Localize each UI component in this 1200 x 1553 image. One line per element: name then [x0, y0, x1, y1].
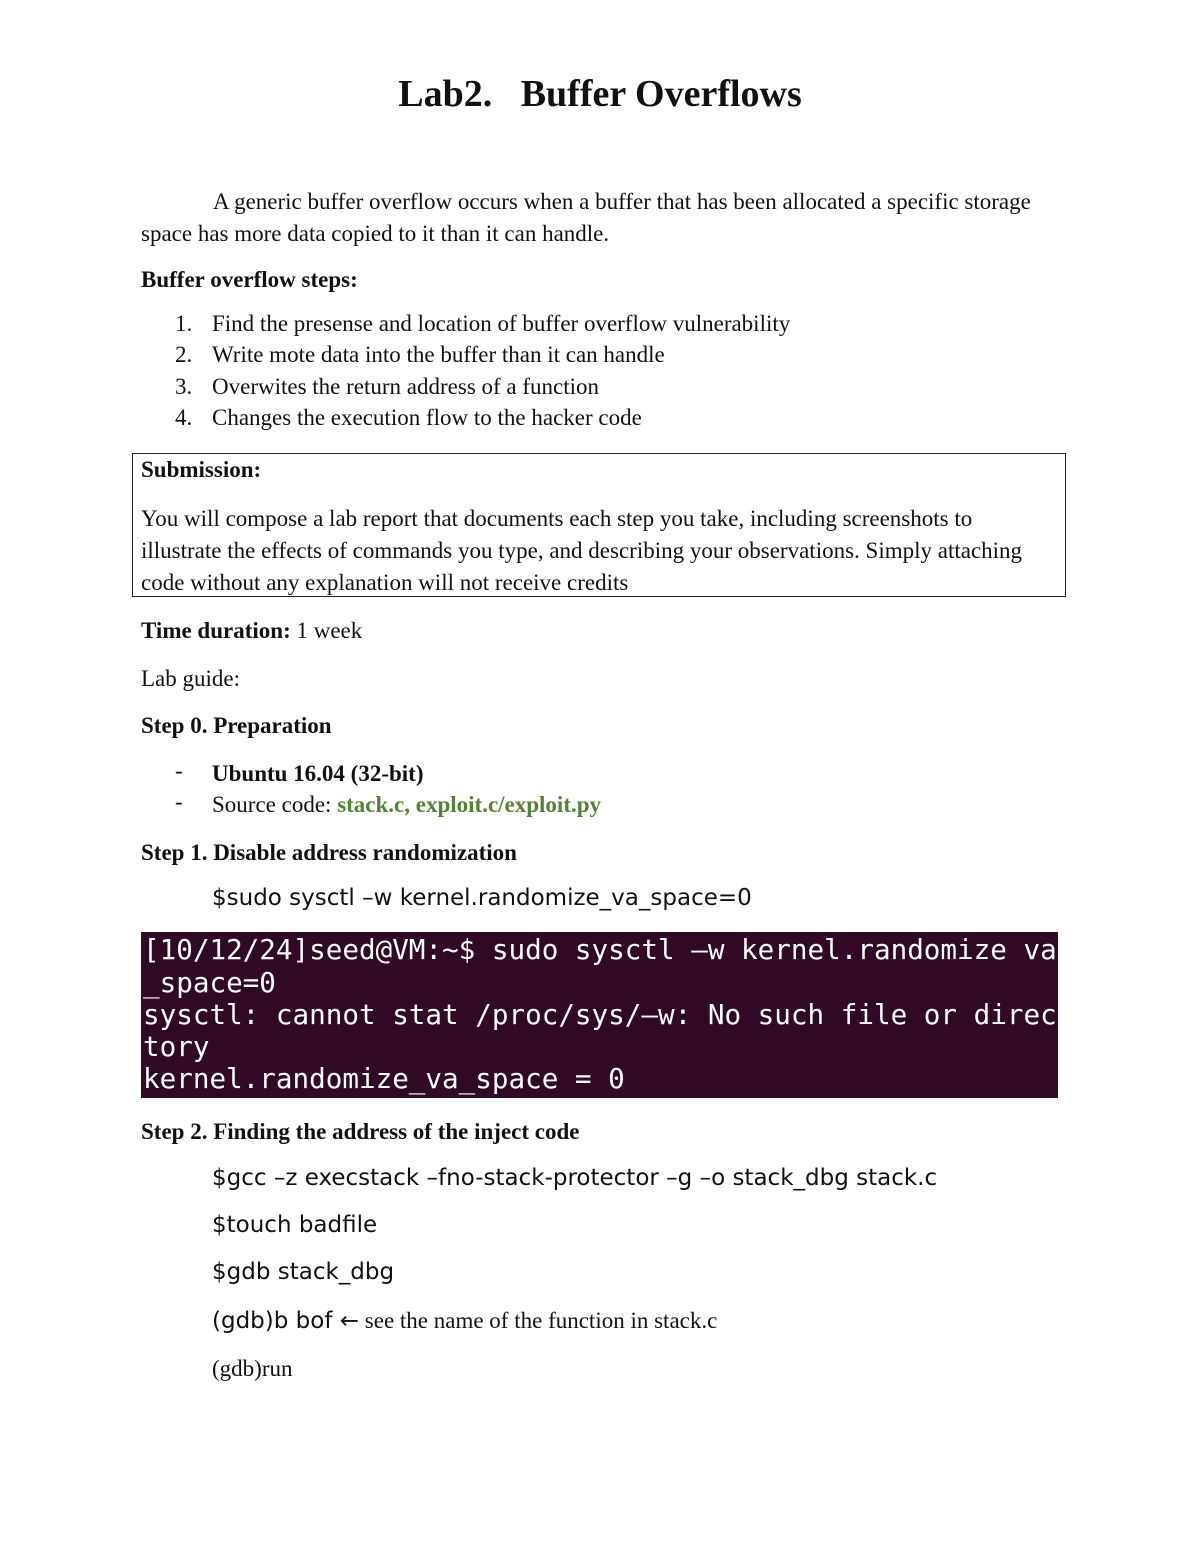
submission-heading: Submission: [141, 457, 262, 482]
lab-guide-label: Lab guide: [141, 666, 240, 691]
time-duration-value: 1 week [290, 618, 363, 643]
gdb-break-line [212, 1305, 717, 1337]
list-item-text: Overwites the return address of a function [212, 374, 600, 399]
terminal-screenshot [141, 932, 1058, 1098]
submission-box [132, 453, 1066, 597]
list-item-text: Write mote data into the buffer than it can handle [212, 342, 665, 367]
time-duration-label: Time duration: [141, 618, 291, 643]
list-item-number: 2. [175, 342, 193, 367]
intro-paragraph: A generic buffer overflow occurs when a buffer that has been allocated a specific storage space has more data copied to it than it can handle. [141, 189, 1031, 246]
list-item-number: 3. [175, 374, 193, 399]
gdb-break-note: see the name of the function in stack.c [359, 1308, 718, 1333]
bullet-dash: - [175, 758, 183, 783]
step1-command: $sudo sysctl –w kernel.randomize_va_space=0 [212, 885, 752, 911]
gdb-run-command: (gdb)run [212, 1356, 293, 1381]
list-item-number: 1. [175, 311, 193, 336]
terminal-line: tory [143, 1030, 210, 1063]
gdb-command: $gdb stack_dbg [212, 1259, 395, 1285]
step1-heading: Step 1. Disable address randomization [141, 840, 517, 865]
source-code-label: Source code: [212, 792, 338, 817]
gcc-command: $gcc –z execstack –fno-stack-protector –g –o stack_dbg stack.c [212, 1165, 938, 1191]
source-code-files: stack.c, exploit.c/exploit.py [337, 792, 602, 817]
bullet-dash: - [175, 789, 183, 814]
step0-heading: Step 0. Preparation [141, 713, 332, 738]
terminal-line: sysctl: cannot stat /proc/sys/–w: No such file or direc [143, 998, 1057, 1031]
page-title: Lab2. Buffer Overflows [398, 73, 802, 115]
step2-heading: Step 2. Finding the address of the inject code [141, 1119, 580, 1144]
ubuntu-version: Ubuntu 16.04 (32-bit) [212, 761, 424, 786]
terminal-line: _space=0 [143, 966, 276, 999]
source-code-line [212, 789, 601, 820]
terminal-line: [10/12/24]seed@VM:~$ sudo sysctl –w kernel.randomize va [143, 933, 1057, 966]
gdb-break-command: (gdb)b bof [212, 1308, 340, 1334]
left-arrow-icon: ← [339, 1308, 360, 1334]
list-item-number: 4. [175, 405, 193, 430]
list-item-text: Changes the execution flow to the hacker code [212, 405, 642, 430]
steps-heading: Buffer overflow steps: [141, 267, 358, 292]
submission-body: You will compose a lab report that documents each step you take, including screenshots to illustrate the effects of commands you type, and describing your observations. Simply attaching code without any explanation will not receive credits [141, 506, 1023, 595]
touch-command: $touch badfile [212, 1212, 378, 1238]
list-item-text: Find the presense and location of buffer overflow vulnerability [212, 311, 791, 336]
terminal-line: kernel.randomize_va_space = 0 [143, 1062, 625, 1095]
time-duration [141, 615, 362, 646]
